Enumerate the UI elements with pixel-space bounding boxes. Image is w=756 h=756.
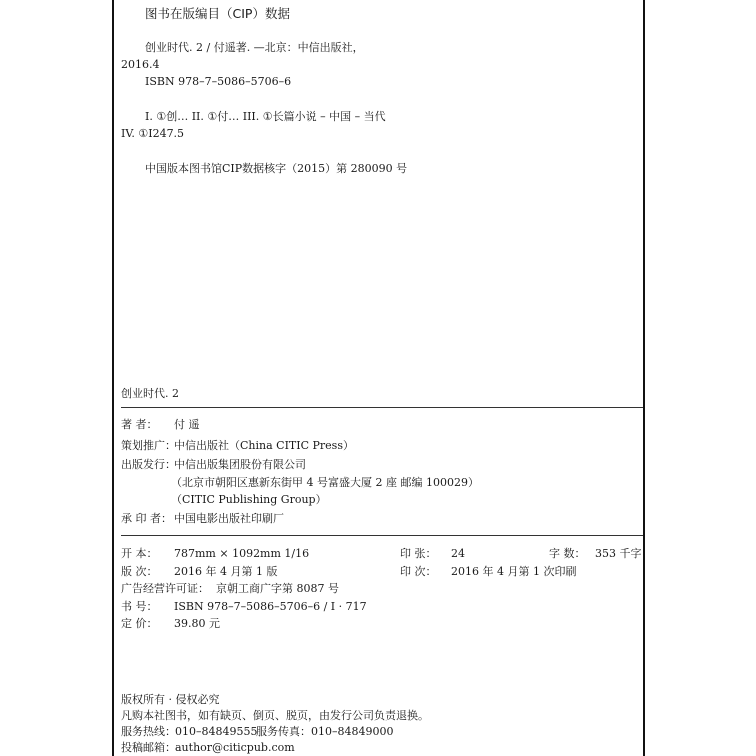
copyright-notice: 版权所有 · 侵权必究 bbox=[121, 693, 220, 706]
ad-license-value: 京朝工商广字第 8087 号 bbox=[216, 582, 339, 595]
email-value: author@citicpub.com bbox=[175, 741, 295, 754]
printer-value: 中国电影出版社印刷厂 bbox=[174, 512, 284, 525]
format-value: 787mm × 1092mm 1/16 bbox=[174, 547, 310, 560]
book-title: 创业时代. 2 bbox=[121, 387, 179, 400]
printer-label: 承 印 者： bbox=[121, 512, 172, 525]
right-border-line bbox=[643, 0, 645, 756]
publisher-address: （北京市朝阳区惠新东街甲 4 号富盛大厦 2 座 邮编 100029） bbox=[171, 476, 479, 489]
cip-entry-line2: 2016.4 bbox=[121, 58, 160, 71]
price-value: 39.80 元 bbox=[174, 617, 220, 630]
edition-value: 2016 年 4 月第 1 版 bbox=[174, 565, 278, 578]
planner-label: 策划推广： bbox=[121, 439, 176, 452]
divider-rule bbox=[121, 407, 643, 408]
publisher-label: 出版发行： bbox=[121, 458, 176, 471]
divider-rule bbox=[121, 535, 643, 536]
left-border-line bbox=[112, 0, 114, 756]
cip-title: 图书在版编目（CIP）数据 bbox=[145, 6, 290, 21]
price-label: 定 价： bbox=[121, 617, 158, 630]
cip-entry-line1: 创业时代. 2 / 付遥著. —北京：中信出版社， bbox=[145, 41, 364, 54]
edition-label: 版 次： bbox=[121, 565, 158, 578]
email-label: 投稿邮箱： bbox=[121, 741, 176, 754]
sheets-label: 印 张： bbox=[400, 547, 437, 560]
printing-value: 2016 年 4 月第 1 次印刷 bbox=[451, 565, 577, 578]
printing-label: 印 次： bbox=[400, 565, 437, 578]
cip-subject-line1: I. ①创… II. ①付… III. ①长篇小说 – 中国 – 当代 bbox=[145, 110, 386, 123]
cip-subject-line2: IV. ①I247.5 bbox=[121, 127, 185, 140]
fax-value: 010–84849000 bbox=[311, 725, 394, 738]
publisher-english: （CITIC Publishing Group） bbox=[171, 493, 327, 506]
cip-isbn: ISBN 978–7–5086–5706–6 bbox=[145, 75, 292, 88]
words-value: 353 千字 bbox=[595, 547, 642, 560]
publisher-value: 中信出版集团股份有限公司 bbox=[174, 458, 306, 471]
sheets-value: 24 bbox=[451, 547, 465, 560]
book-number-label: 书 号： bbox=[121, 600, 158, 613]
words-label: 字 数： bbox=[549, 547, 586, 560]
ad-license-label: 广告经营许可证： bbox=[121, 582, 209, 595]
hotline-label: 服务热线： bbox=[121, 725, 176, 738]
cip-record-number: 中国版本图书馆CIP数据核字（2015）第 280090 号 bbox=[145, 162, 408, 175]
author-label: 著 者： bbox=[121, 418, 158, 431]
author-value: 付 遥 bbox=[174, 418, 200, 431]
fax-label: 服务传真： bbox=[256, 725, 311, 738]
planner-value: 中信出版社（China CITIC Press） bbox=[174, 439, 354, 452]
format-label: 开 本： bbox=[121, 547, 158, 560]
book-number-value: ISBN 978–7–5086–5706–6 / I · 717 bbox=[174, 600, 367, 613]
defect-notice: 凡购本社图书，如有缺页、倒页、脱页，由发行公司负责退换。 bbox=[121, 709, 429, 722]
hotline-value: 010–84849555 bbox=[175, 725, 258, 738]
